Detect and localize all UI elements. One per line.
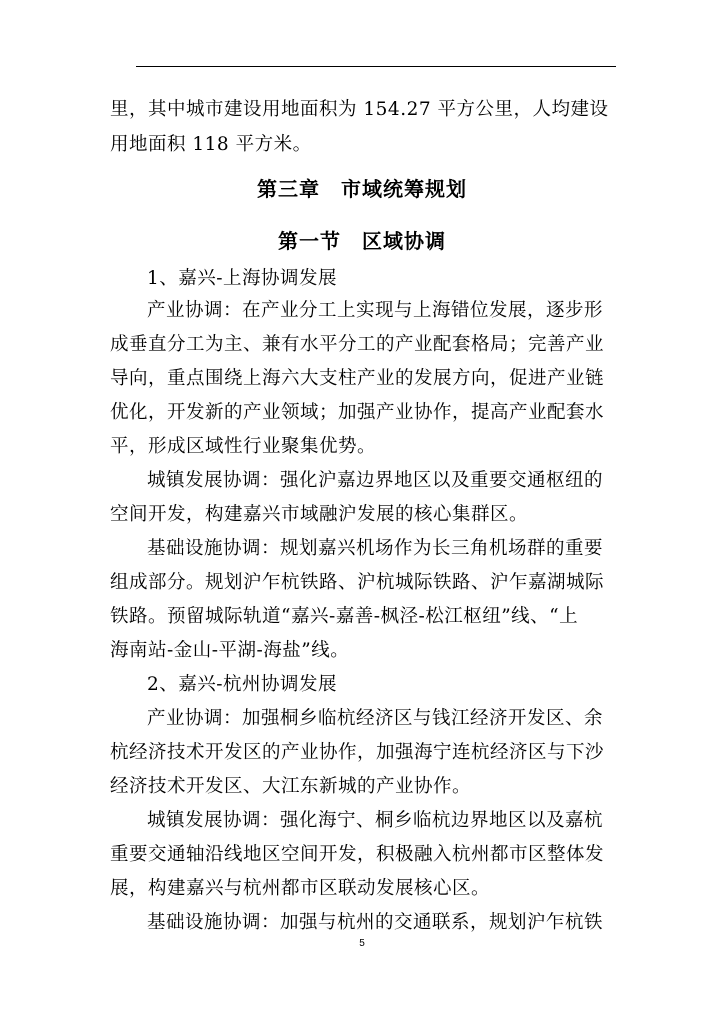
- text-line: 铁路。预留城际轨道“嘉兴-嘉善-枫泾-松江枢纽”线、“上: [110, 606, 579, 627]
- text-line: 平，形成区域性行业聚集优势。: [110, 436, 377, 457]
- text-line: 经济技术开发区、大江东新城的产业协作。: [110, 776, 472, 797]
- text-line: 杭经济技术开发区的产业协作，加强海宁连杭经济区与下沙: [110, 742, 605, 763]
- text-line: 导向，重点围绕上海六大支柱产业的发展方向，促进产业链: [110, 368, 605, 389]
- text-line: 重要交通轴沿线地区空间开发，积极融入杭州都市区整体发: [110, 844, 605, 865]
- text-line: 用地面积 118 平方米。: [110, 134, 312, 155]
- text-line: 产业协调：在产业分工上实现与上海错位发展，逐步形: [147, 300, 604, 321]
- text-line: 城镇发展协调：强化沪嘉边界地区以及重要交通枢纽的: [147, 470, 604, 491]
- text-line: 组成部分。规划沪乍杭铁路、沪杭城际铁路、沪乍嘉湖城际: [110, 572, 605, 593]
- text-line: 基础设施协调：规划嘉兴机场作为长三角机场群的重要: [147, 538, 604, 559]
- subsection-heading: 1、嘉兴-上海协调发展: [147, 268, 338, 289]
- text-line: 成垂直分工为主、兼有水平分工的产业配套格局；完善产业: [110, 334, 605, 355]
- section-heading: 第一节 区域协调: [278, 229, 446, 253]
- text-line: 里，其中城市建设用地面积为 154.27 平方公里，人均建设: [110, 99, 609, 120]
- page-number: 5: [359, 938, 365, 949]
- text-line: 展，构建嘉兴与杭州都市区联动发展核心区。: [110, 878, 491, 899]
- text-line: 优化，开发新的产业领域；加强产业协作，提高产业配套水: [110, 402, 605, 423]
- text-line: 海南站-金山-平湖-海盐”线。: [110, 640, 350, 661]
- text-line: 城镇发展协调：强化海宁、桐乡临杭边界地区以及嘉杭: [147, 810, 604, 831]
- subsection-heading: 2、嘉兴-杭州协调发展: [147, 674, 338, 695]
- text-line: 基础设施协调：加强与杭州的交通联系，规划沪乍杭铁: [147, 912, 604, 933]
- chapter-heading: 第三章 市域统筹规划: [257, 177, 467, 201]
- text-line: 产业协调：加强桐乡临杭经济区与钱江经济开发区、余: [147, 708, 604, 729]
- text-line: 空间开发，构建嘉兴市域融沪发展的核心集群区。: [110, 504, 529, 525]
- header-rule: [136, 66, 616, 67]
